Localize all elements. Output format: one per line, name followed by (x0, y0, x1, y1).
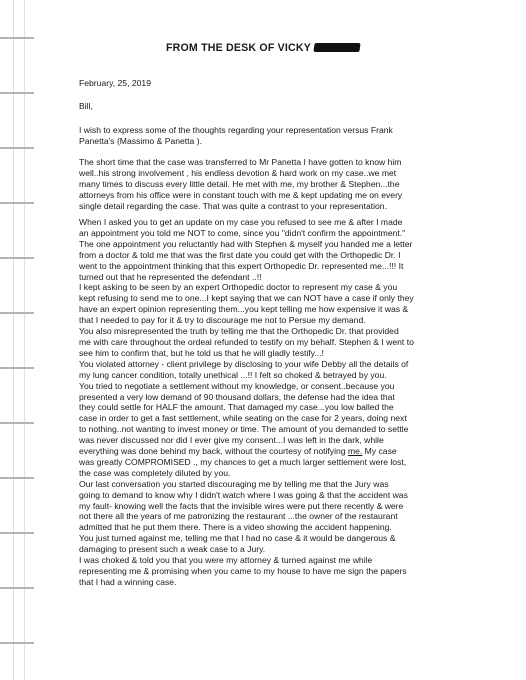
text-line: see him to confirm that, but he told us that he will gladly testify...! (79, 347, 324, 358)
paragraph-panetta (79, 157, 505, 212)
text-line: went to the appointment thinking that this expert Orthopedic Dr. represented me...!!! It (79, 260, 404, 271)
binding-margin-marks (0, 0, 34, 680)
text-line-with-underline (79, 446, 505, 457)
text-line: representing me & promising when you came to my house to have me sign the papers (79, 566, 407, 576)
text-line: You just turned against me, telling me that I had no case & it would be dangerous & (79, 533, 396, 544)
text-line: the case was completely diluted by you. (79, 467, 231, 478)
text-line: that I needed to pay for it & try to discourage me not to Persue my demand. (79, 315, 366, 326)
text-line: You violated attorney - client privilege by disclosing to your wife Debby all the details of (79, 358, 409, 369)
text-line: from a doctor & told me that was the first date you could get with the Orthopedic Dr. I (79, 249, 401, 260)
text-line: presented a very low demand of 90 thousand dollars, the defense had the idea that (79, 391, 395, 402)
text-line: You tried to negotiate a settlement without my knowledge, or consent..because you (79, 380, 395, 391)
text-line: You also misrepresented the truth by telling me that the Orthopedic Dr. that provided (79, 326, 399, 337)
text-line: attorneys from his office were in constant touch with me & kept updating me on every (79, 189, 403, 200)
text-line: was never discussed nor did I ever give my consent...I was left in the dark, while (79, 435, 384, 446)
text-line: I kept asking to be seen by an expert Orthopedic doctor to represent my case & you (79, 282, 398, 293)
text-line: an appointment you told me NOT to come, since you "didn't confirm the appointment." (79, 227, 406, 238)
letter-date: February, 25, 2019 (79, 78, 151, 88)
paragraph-complaints (79, 217, 505, 588)
paragraph-intro (79, 125, 505, 147)
letterhead-text: FROM THE DESK OF VICKY (165, 42, 312, 54)
text-line: they could settle for HALF the amount. That damaged my case...you low balled the (79, 402, 394, 413)
text-line: damaging to present such a weak case to a Jury. (79, 544, 266, 555)
text-line: When I asked you to get an update on my case you refused to see me & after I made (79, 217, 403, 227)
letter-salutation: Bill, (79, 101, 93, 111)
letterhead-title (0, 42, 526, 54)
text-line: me with care throughout the ordeal refunded to testify on my behalf. Stephen & I went to (79, 336, 414, 347)
text-line: The short time that the case was transferred to Mr Panetta I have gotten to know him (79, 157, 402, 167)
text-line: to nothing..not wanting to invest money or time. The amount of you demanded to settle (79, 424, 409, 435)
text-line: Panetta's (Massimo & Panetta ). (79, 135, 202, 146)
text-line: admitted that he put them there. There is a video showing the accident happening. (79, 522, 392, 533)
text-line: well..his strong involvement , his endless devotion & hard work on my case..we met (79, 167, 397, 178)
text-line: single detail regarding the case. That was quite a contrast to your representation. (79, 200, 387, 211)
text-line: not there all the years of me patronizing the restaurant ...the owner of the restaurant (79, 511, 398, 522)
text-line: have an expert opinion representing them...you kept telling me how expensive it was & (79, 304, 409, 315)
text-segment: My case (362, 446, 397, 457)
text-line: was greatly COMPROMISED ., my chances to get a much larger settlement were lost, (79, 456, 407, 467)
text-line: my fault- knowing well the facts that the invisible wires were put there recently & were (79, 500, 404, 511)
text-line: my lung cancer condition, totally unethical ...!! I felt so choked & betrayed by you. (79, 369, 387, 380)
text-line: kept refusing to send me to one...I kept saying that we can NOT have a case if only they (79, 293, 414, 304)
text-line: I was choked & told you that you were my attorney & turned against me while (79, 555, 373, 566)
underlined-word: me. (347, 446, 363, 457)
text-line: The one appointment you reluctantly had with Stephen & myself you handed me a letter (79, 238, 413, 249)
redaction-mark (313, 43, 360, 52)
text-line: many times to discuss every little detail. He met with me, my brother & Stephen...the (79, 178, 400, 189)
text-line: going to demand to know why I didn't watch where I was going & that the accident was (79, 489, 408, 500)
text-line: I wish to express some of the thoughts regarding your representation versus Frank (79, 125, 393, 135)
text-segment: everything was done behind my back, without the courtesy of notifying (79, 446, 348, 457)
text-line: that I had a winning case. (79, 576, 177, 587)
text-line: Our last conversation you started discouraging me by telling me that the Jury was (79, 478, 389, 489)
text-line: case in order to get a fast settlement, while seating on the case for 2 years, doing next (79, 413, 407, 424)
text-line: turned out that he represented the defendant ..!! (79, 271, 262, 282)
